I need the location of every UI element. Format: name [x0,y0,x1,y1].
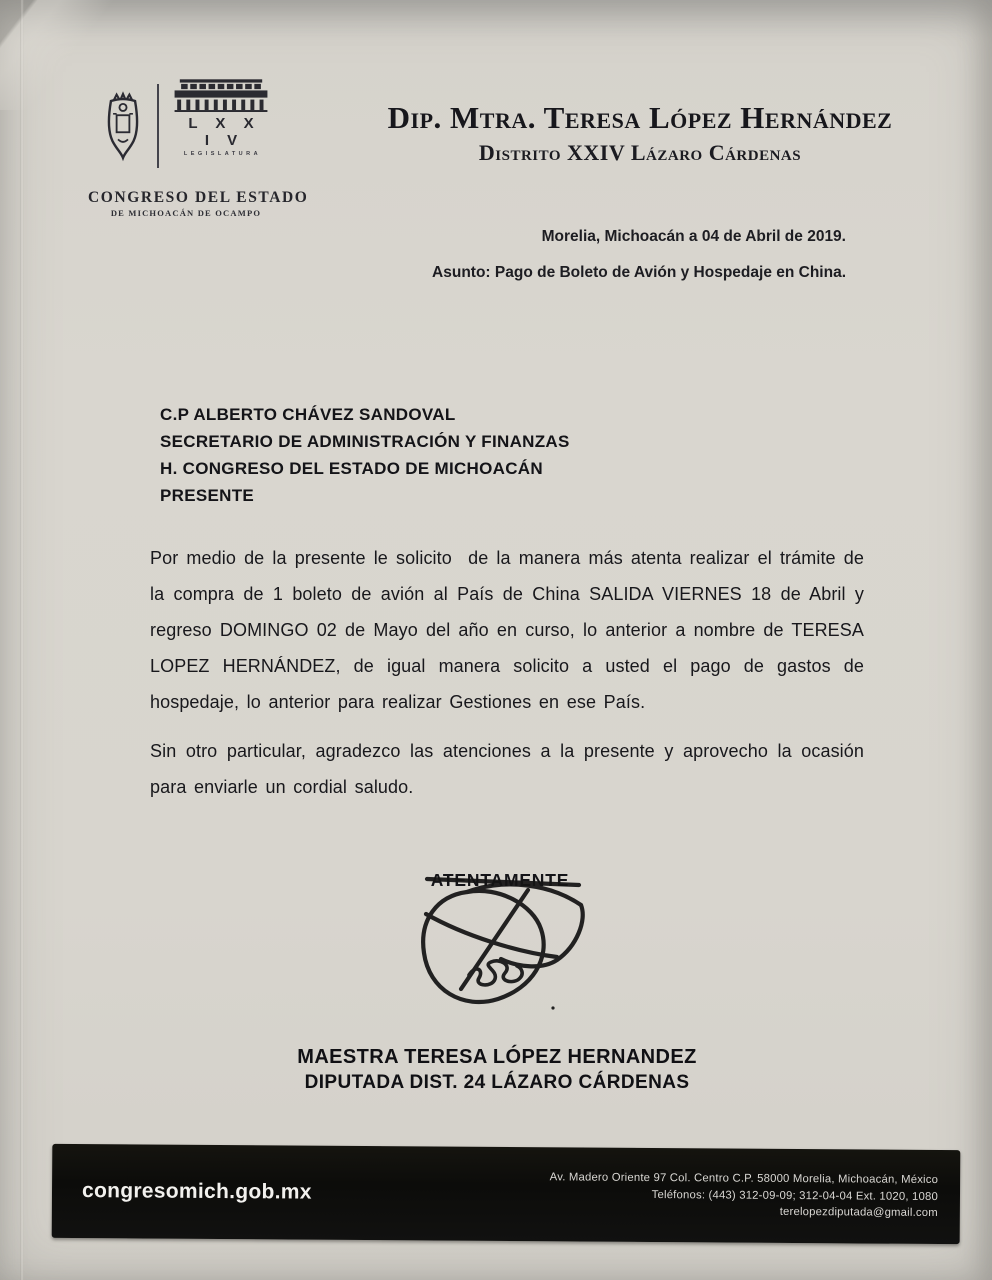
org-name: CONGRESO DEL ESTADO [88,189,309,206]
letterhead-logo-block [88,78,309,218]
recipient-block [160,401,570,509]
org-location: DE MICHOACÁN DE OCAMPO [110,208,262,218]
footer-email: terelopezdiputada@gmail.com [779,1206,938,1220]
letterhead-title-block [330,100,950,166]
recipient-organization: H. CONGRESO DEL ESTADO DE MICHOACÁN [160,459,543,478]
closing-word: ATENTAMENTE [430,870,570,890]
footer-phones: Teléfonos: (443) 312-09-09; 312-04-04 Ext. 1020, 1080 [651,1188,939,1203]
recipient-title: SECRETARIO DE ADMINISTRACIÓN Y FINANZAS [160,432,570,451]
footer-contact-block [549,1170,960,1222]
coat-of-arms-icon [101,78,145,179]
legislature-block [171,78,271,157]
footer-website: congresomich.gob.mx [81,1179,312,1204]
deputy-name-title: Dip. Mtra. Teresa López Hernández [387,100,893,135]
legislature-label: LEGISLATURA [183,151,262,157]
legislature-number: L X X I V [188,115,261,149]
deputy-district: Distrito XXIV Lázaro Cárdenas [478,140,802,165]
signatory-block [0,1046,992,1094]
recipient-name: C.P ALBERTO CHÁVEZ SANDOVAL [160,405,456,424]
congress-building-icon [171,78,271,112]
subject-line: Asunto: Pago de Boleto de Avión y Hospedaje en China. [432,264,846,281]
signatory-title: DIPUTADA DIST. 24 LÁZARO CÁRDENAS [304,1072,690,1093]
body-paragraph-2: Sin otro particular, agradezco las atenciones a la presente y aprovecho la ocasión para enviarle un cordial saludo. [150,741,872,797]
logo-row [88,78,284,179]
body-paragraph-1: Por medio de la presente le solicito de la manera más atenta realizar el trámite de la compra de 1 boleto de avión al País de China SALIDA VIERNES 18 de Abril y regreso DOMINGO 02 de Mayo del año en curso, lo anterior a nombre de TERESA LOPEZ HERNÁNDEZ, de igual manera solicito a usted el pago de gastos de hospedaje, lo anterior para realizar Gestiones en ese País. [150,548,872,712]
dateline: Morelia, Michoacán a 04 de Abril de 2019. [541,228,846,245]
footer-bar [52,1144,961,1244]
handwritten-signature [405,858,625,1033]
recipient-salutation: PRESENTE [160,486,255,505]
logo-divider [157,84,159,168]
footer-address: Av. Madero Oriente 97 Col. Centro C.P. 58000 Morelia, Michoacán, México [549,1171,939,1187]
signatory-name: MAESTRA TERESA LÓPEZ HERNANDEZ [297,1046,697,1068]
